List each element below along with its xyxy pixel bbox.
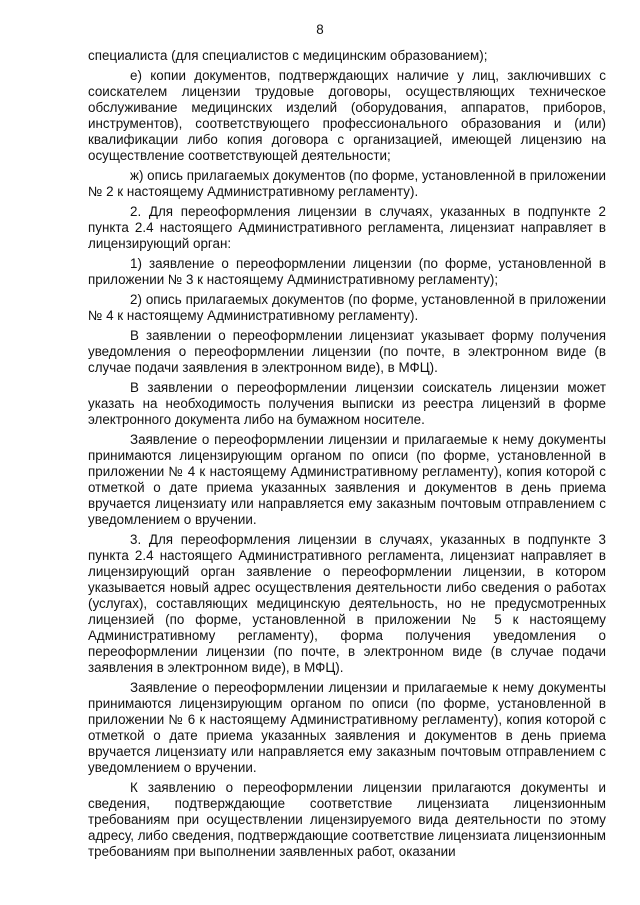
paragraph-item-e: е) копии документов, подтверждающих наличие у лиц, заключивших с соискателем лицензии трудовые договоры, осуществляющих техническое обслуживание медицинских изделий (оборудования, аппаратов, приборов, инструментов), соответствующего профессионального образования и (или) квалификации либо копия договора с организацией, имеющей лицензию на осуществление соответствующей деятельности; — [88, 68, 606, 163]
paragraph-acceptance-2: Заявление о переоформлении лицензии и прилагаемые к нему документы принимаются лицензирующим органом по описи (по форме, установленной в приложении № 6 к настоящему Административному регламенту), копия которой с отметкой о дате приема указанных заявления и документов в день приема вручается лицензиату или направляется ему заказным почтовым отправлением с уведомлением о вручении. — [88, 680, 606, 775]
document-body — [88, 48, 606, 864]
paragraph-attachments: К заявлению о переоформлении лицензии прилагаются документы и сведения, подтверждающие соответствие лицензиата лицензионным требованиям при осуществлении лицензируемого вида деятельности по этому адресу, либо сведения, подтверждающие соответствие лицензиата лицензионным требованиям при выполнении заявленных работ, оказании — [88, 780, 606, 859]
paragraph-acceptance-1: Заявление о переоформлении лицензии и прилагаемые к нему документы принимаются лицензирующим органом по описи (по форме, установленной в приложении № 4 к настоящему Административному регламенту), копия которой с отметкой о дате приема указанных заявления и документов в день приема вручается лицензиату или направляется ему заказным почтовым отправлением с уведомлением о вручении. — [88, 432, 606, 527]
paragraph-registry-extract: В заявлении о переоформлении лицензии соискатель лицензии может указать на необходимость получения выписки из реестра лицензий в форме электронного документа либо на бумажном носителе. — [88, 380, 606, 427]
paragraph-notification-form: В заявлении о переоформлении лицензиат указывает форму получения уведомления о переоформлении лицензии (по почте, в электронном виде (в случае подачи заявления в электронном виде), в МФЦ). — [88, 328, 606, 375]
paragraph-item-1: 1) заявление о переоформлении лицензии (по форме, установленной в приложении № 3 к настоящему Административному регламенту); — [88, 256, 606, 287]
paragraph-item-2: 2) опись прилагаемых документов (по форме, установленной в приложении № 4 к настоящему Административному регламенту). — [88, 292, 606, 323]
paragraph-0: специалиста (для специалистов с медицинским образованием); — [88, 48, 488, 63]
page-number: 8 — [316, 22, 324, 37]
paragraph-section-2: 2. Для переоформления лицензии в случаях, указанных в подпункте 2 пункта 2.4 настоящего Административного регламента, лицензиат направляет в лицензирующий орган: — [88, 204, 606, 251]
paragraph-section-3: 3. Для переоформления лицензии в случаях, указанных в подпункте 3 пункта 2.4 настоящего Административного регламента, лицензиат направляет в лицензирующий орган заявление о переоформлении лицензии, в котором указывается новый адрес осуществления деятельности либо сведения о работах (услугах), составляющих медицинскую деятельность, но не предусмотренных лицензией (по форме, установленной в приложении № 5 к настоящему Административному регламенту), форма получения уведомления о переоформлении лицензии (по почте, в электронном виде (в случае подачи заявления в электронном виде), в МФЦ). — [88, 532, 606, 675]
paragraph-item-zh: ж) опись прилагаемых документов (по форме, установленной в приложении № 2 к настоящему Административному регламенту). — [88, 168, 606, 199]
